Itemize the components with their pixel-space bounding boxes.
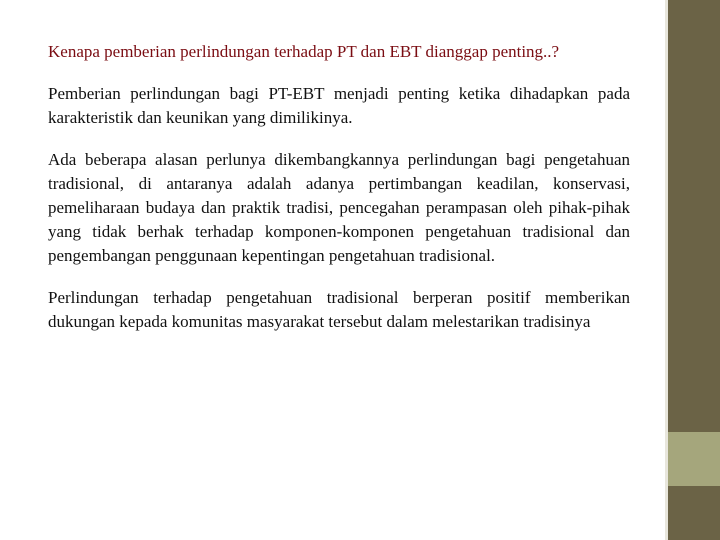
paragraph-3: Perlindungan terhadap pengetahuan tradisional berperan positif memberikan dukungan kepada komunitas masyarakat tersebut dalam melestarikan tradisinya — [48, 288, 630, 331]
sidebar-accent-block — [668, 432, 720, 486]
slide-content — [48, 40, 630, 334]
paragraph-1: Pemberian perlindungan bagi PT-EBT menjadi penting ketika dihadapkan pada karakteristik dan keunikan yang dimilikinya. — [48, 84, 630, 127]
paragraph-2: Ada beberapa alasan perlunya dikembangkannya perlindungan bagi pengetahuan tradisional, di antaranya adalah adanya pertimbangan keadilan, konservasi, pemeliharaan budaya dan praktik tradisi, pencegahan perampasan oleh pihak-pihak yang tidak berhak terhadap komponen-komponen pengetahuan tradisional dan pengembangan penggunaan kepentingan pengetahuan tradisional. — [48, 150, 630, 265]
question-heading: Kenapa pemberian perlindungan terhadap PT dan EBT dianggap penting..? — [48, 42, 560, 61]
